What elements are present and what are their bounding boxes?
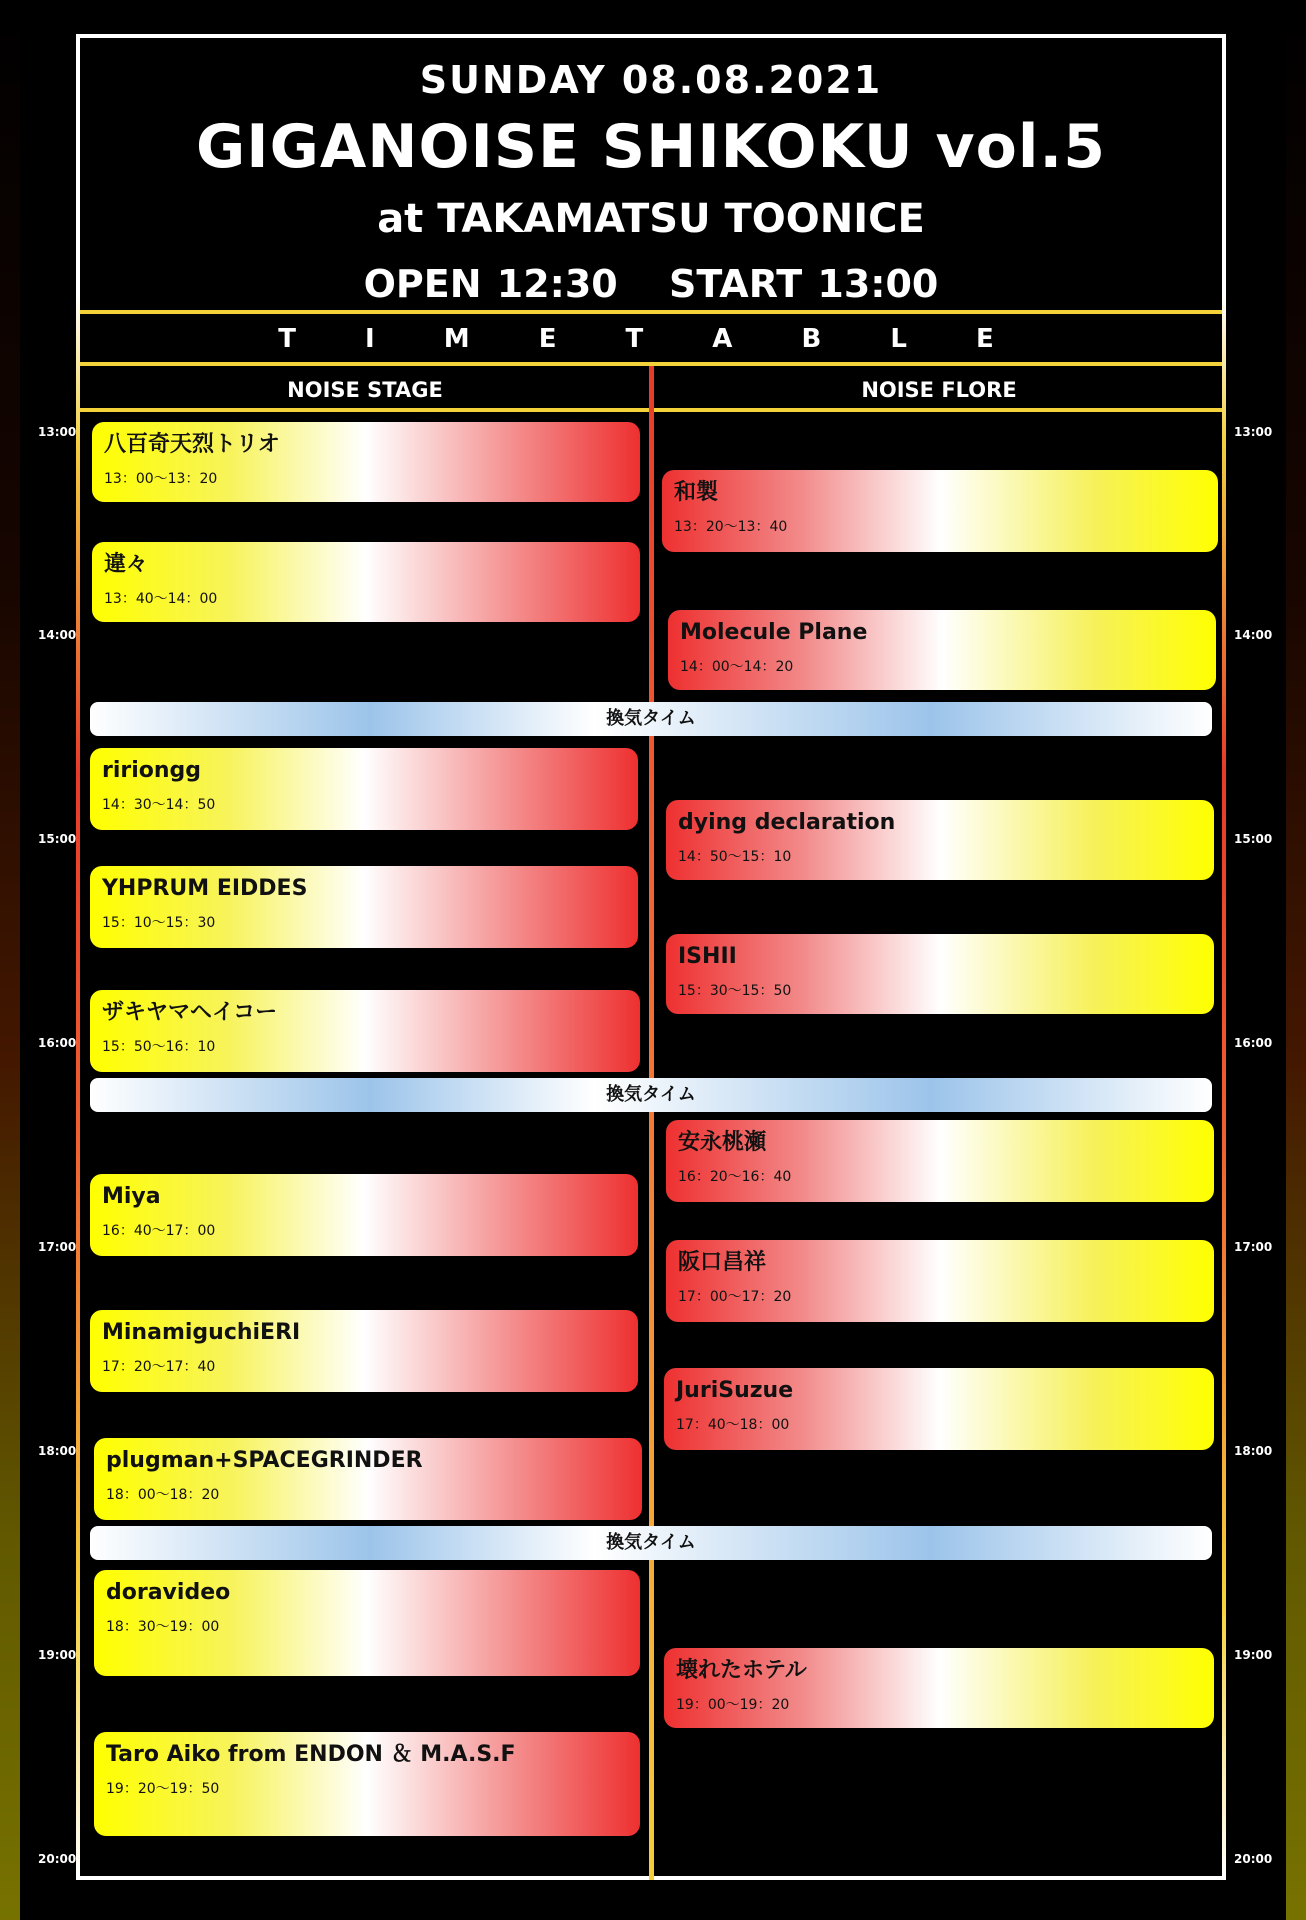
artist-name: JuriSuzue [676,1378,794,1403]
left-slot [90,1310,638,1392]
slot-time: 16：20〜16：40 [678,1169,792,1185]
slot-time: 19：20〜19：50 [106,1781,220,1797]
event-venue: at TAKAMATSU TOONICE [377,196,925,242]
left-slot [94,1570,640,1676]
artist-name: 阪口昌祥 [678,1250,767,1275]
artist-name: ISHII [678,944,737,969]
left-slot [92,542,640,622]
right-slot [666,1240,1214,1322]
hour-tick-right: 13:00 [1234,425,1273,439]
slot-time: 17：00〜17：20 [678,1289,792,1305]
event-date: SUNDAY 08.08.2021 [419,58,883,102]
slot-time: 17：20〜17：40 [102,1359,216,1375]
left-slot [94,1438,642,1520]
artist-name: ザキヤマヘイコー [102,1000,278,1025]
event-title: GIGANOISE SHIKOKU vol.5 [196,112,1106,182]
hour-tick-left: 14:00 [38,628,77,642]
slot-time: 14：50〜15：10 [678,849,792,865]
artist-name: 壊れたホテル [676,1658,807,1683]
hour-tick-left: 13:00 [38,425,77,439]
artist-name: Miya [102,1184,161,1209]
slot-time: 13：40〜14：00 [104,591,218,607]
hour-tick-right: 19:00 [1234,1648,1273,1662]
left-slot [92,422,640,502]
hour-tick-left: 15:00 [38,832,77,846]
artist-name: 違々 [104,552,149,577]
artist-name: Molecule Plane [680,620,868,645]
artist-name: 和製 [674,480,719,505]
slot-time: 15：30〜15：50 [678,983,792,999]
right-slot [666,934,1214,1014]
right-slot [664,1648,1214,1728]
slot-time: 13：20〜13：40 [674,519,788,535]
hour-tick-right: 16:00 [1234,1036,1273,1050]
slot-time: 16：40〜17：00 [102,1223,216,1239]
artist-name: ririongg [102,758,202,783]
left-slot [90,990,640,1072]
right-slot [662,470,1218,552]
stage-right-label: NOISE FLORE [861,378,1017,402]
start-time: START 13:00 [668,262,939,306]
hour-tick-right: 20:00 [1234,1852,1273,1866]
right-slot [668,610,1216,690]
hour-tick-left: 16:00 [38,1036,77,1050]
artist-name: plugman+SPACEGRINDER [106,1448,423,1473]
hour-tick-right: 18:00 [1234,1444,1273,1458]
left-slot [90,866,638,948]
left-edge-glow [0,0,20,1920]
left-slot [90,748,638,830]
artist-name: doravideo [106,1580,231,1605]
left-slot [90,1174,638,1256]
right-slot [666,1120,1214,1202]
artist-name: dying declaration [678,810,896,835]
vent-break: 換気タイム [90,702,1212,736]
left-slot [94,1732,640,1836]
right-slot [664,1368,1214,1450]
stage-divider [649,366,654,1880]
hour-tick-left: 17:00 [38,1240,77,1254]
divider-line [80,310,1222,314]
artist-name: MinamiguchiERI [102,1320,301,1345]
artist-name: YHPRUM EIDDES [102,876,308,901]
vent-break: 換気タイム [90,1078,1212,1112]
slot-time: 15：50〜16：10 [102,1039,216,1055]
slot-time: 14：30〜14：50 [102,797,216,813]
slot-time: 17：40〜18：00 [676,1417,790,1433]
stage-left-label: NOISE STAGE [287,378,443,402]
slot-time: 15：10〜15：30 [102,915,216,931]
hour-tick-left: 20:00 [38,1852,77,1866]
hour-tick-left: 18:00 [38,1444,77,1458]
slot-time: 19：00〜19：20 [676,1697,790,1713]
timetable-heading: T I M E T A B L E [278,324,1024,354]
slot-time: 13：00〜13：20 [104,471,218,487]
open-start-times [80,262,1222,306]
hour-tick-left: 19:00 [38,1648,77,1662]
hour-tick-right: 14:00 [1234,628,1273,642]
slot-time: 14：00〜14：20 [680,659,794,675]
artist-name: 八百奇天烈トリオ [104,432,280,457]
vent-break: 換気タイム [90,1526,1212,1560]
right-slot [666,800,1214,880]
open-time: OPEN 12:30 [363,262,618,306]
right-edge-glow [1286,0,1306,1920]
hour-tick-right: 17:00 [1234,1240,1273,1254]
slot-time: 18：00〜18：20 [106,1487,220,1503]
slot-time: 18：30〜19：00 [106,1619,220,1635]
hour-tick-right: 15:00 [1234,832,1273,846]
artist-name: Taro Aiko from ENDON ＆ M.A.S.F [106,1742,516,1767]
artist-name: 安永桃瀬 [678,1130,767,1155]
